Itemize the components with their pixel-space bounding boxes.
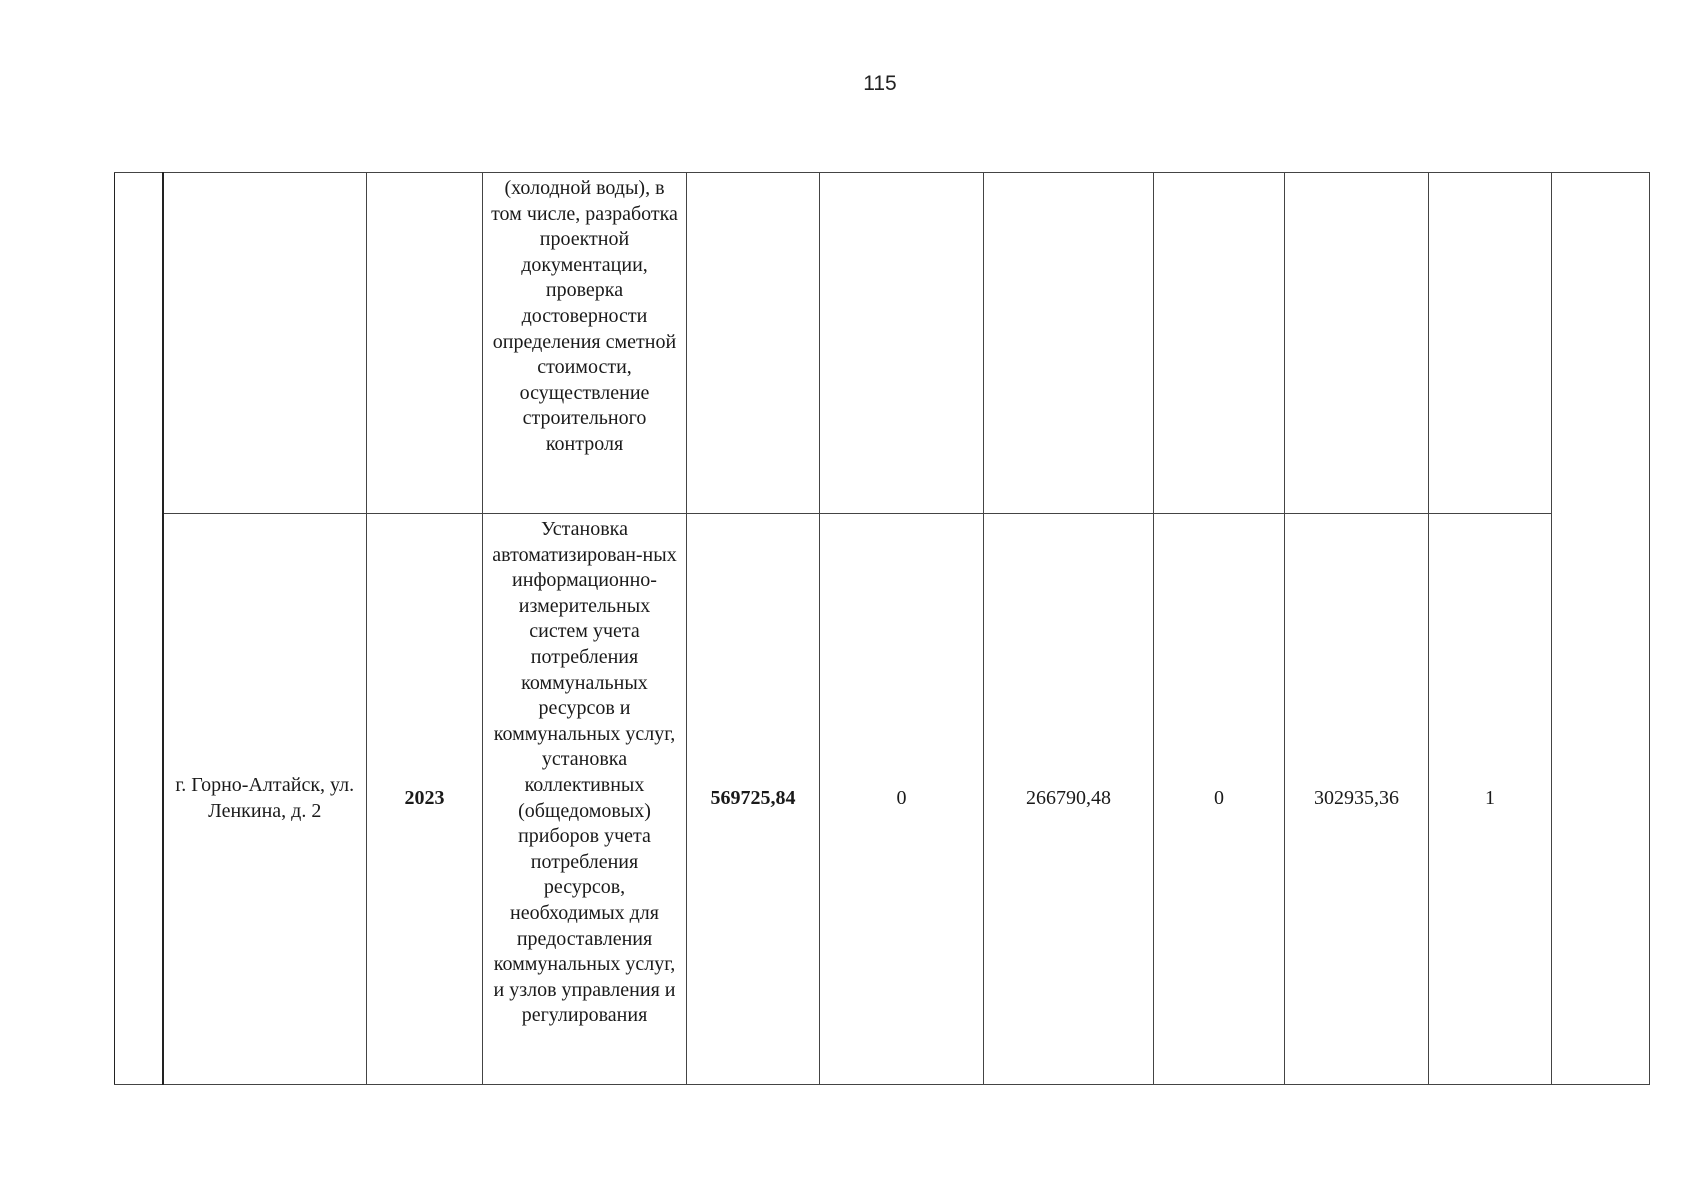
value-cell xyxy=(1285,173,1429,514)
value-cell xyxy=(1429,173,1552,514)
year-cell: 2023 xyxy=(367,514,483,1085)
page-number: 115 xyxy=(863,72,897,95)
address-cell xyxy=(163,173,367,514)
total-cost-cell xyxy=(687,173,820,514)
year-cell xyxy=(367,173,483,514)
address-cell: г. Горно-Алтайск, ул. Ленкина, д. 2 xyxy=(163,514,367,1085)
row-number-cell xyxy=(115,173,163,1085)
table-row xyxy=(115,514,1650,1085)
value-cell xyxy=(984,173,1154,514)
value-cell: 302935,36 xyxy=(1285,514,1429,1085)
value-cell: 266790,48 xyxy=(984,514,1154,1085)
table-row xyxy=(115,173,1650,514)
value-cell xyxy=(1154,173,1285,514)
value-cell: 0 xyxy=(820,514,984,1085)
work-type-cell: Установка автоматизирован-ных информационно-измерительных систем учета потребления коммунальных ресурсов и коммунальных услуг, установка коллективных (общедомовых) приборов учета потребления ресурсов, необходимых для предоставления коммунальных услуг, и узлов управления и регулирования xyxy=(483,514,687,1085)
value-cell xyxy=(820,173,984,514)
total-cost-cell: 569725,84 xyxy=(687,514,820,1085)
value-cell: 1 xyxy=(1429,514,1552,1085)
work-type-cell: (холодной воды), в том числе, разработка проектной документации, проверка достоверности определения сметной стоимости, осуществление строительного контроля xyxy=(483,173,687,514)
data-table xyxy=(114,172,1650,1085)
notes-cell xyxy=(1552,173,1650,1085)
value-cell: 0 xyxy=(1154,514,1285,1085)
